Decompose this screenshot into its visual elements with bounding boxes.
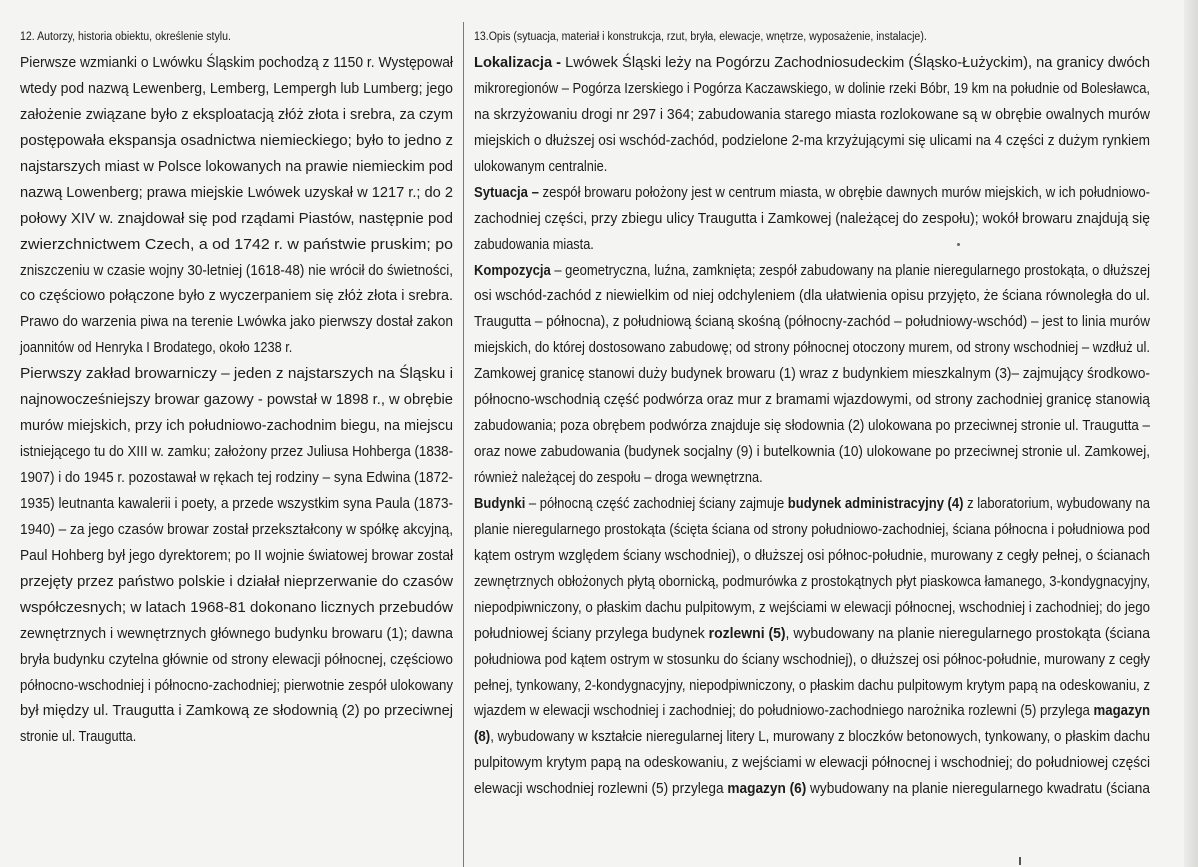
bold-text: Lokalizacja - — [474, 54, 562, 71]
text-span: północno-wschodniej i północno-zachodniej; pierwotnie zespół ulokowany — [20, 676, 454, 694]
text-span: z laboratorium, wybudowany na — [963, 494, 1151, 512]
text-span: murów miejskich, przy ich południowo-zachodnim biegu, na miejscu — [20, 417, 454, 435]
text-line — [20, 465, 453, 491]
text-span: Traugutta – północna), z południową ścianą skośną (północny-zachód – południowy-wschód) – jest to linia murów — [474, 313, 1150, 331]
text-line — [474, 283, 1150, 309]
text-span: Pierwsze wzmianki o Lwówku Śląskim pochodzą z 1150 r. Występował — [20, 54, 453, 71]
section-13-heading: 13.Opis (sytuacja, materiał i konstrukcja, rzut, bryła, elewacje, wnętrze, wyposażenie, instalacje). — [474, 31, 927, 43]
text-line — [474, 361, 1150, 387]
text-span: – północną część zachodniej ściany zajmuje — [525, 494, 788, 512]
bold-text: magazyn — [1093, 702, 1151, 720]
bold-text: Kompozycja — [474, 261, 551, 279]
text-line — [20, 595, 453, 621]
text-line — [474, 154, 607, 180]
text-span: najnowocześniejszy browar gazowy - powstał w 1898 r., w obrębie — [20, 391, 454, 409]
text-span: najstarszych miast w Polsce lokowanych na prawie niemieckim pod — [20, 157, 453, 175]
text-line — [474, 724, 1150, 750]
text-line — [474, 621, 1150, 647]
text-span: zniszczeniu w czasie wojny 30-letniej (1618-48) nie wrócił do świetności, — [20, 261, 453, 279]
text-line — [20, 647, 453, 673]
text-span: 1940) – za jego czasów browar został przekształcony w spółkę akcyjną, — [20, 520, 453, 538]
text-span: , wybudowany w kształcie nieregularnej litery L, murowany z bloczków betonowych, tynkowany, o płaskim dachu — [490, 728, 1151, 746]
text-line — [474, 102, 1150, 128]
text-span: stronie ul. Traugutta. — [20, 728, 137, 746]
text-span: południowej ściany przylega budynek — [474, 624, 709, 642]
text-span: 1907) i do 1945 r. pozostawał w rękach tej rodziny – syna Edwina (1872- — [20, 469, 454, 486]
text-line — [20, 102, 453, 128]
text-line — [474, 465, 763, 491]
text-span: zachodniej części, przy zbiegu ulicy Traugutta i Zamkowej (należącej do zespołu); wokół browaru znajdują się — [474, 209, 1150, 227]
text-span: zabudowania; poza obrębem podwórza znajduje się słodownia (2) ulokowana po przeciwnej stronie ul. Traugutta – — [474, 417, 1150, 435]
scan-mark — [1019, 857, 1021, 865]
text-span: Paul Hohberg był jego dyrektorem; po II wojnie światowej browar został — [20, 546, 454, 564]
bold-text: Sytuacja – — [474, 183, 539, 201]
text-span: połowy XIV w. znajdował się pod rządami Piastów, następnie pod — [20, 209, 454, 227]
description-text — [474, 50, 1150, 802]
text-span: wjazdem w elewacji wschodniej i zachodniej; do południowo-zachodniego narożnika rozlewni (5) przylega — [474, 702, 1094, 720]
text-span: założenie związane było z eksploatacją złóż złota i srebra, za czym — [20, 105, 454, 123]
history-column — [20, 30, 453, 750]
text-span: oraz nowe zabudowania (budynek socjalny (9) i butelkownia (10) ulokowane po przeciwnej stronie ul. Zamkowej, — [474, 443, 1150, 461]
text-line — [474, 50, 1150, 76]
text-span: zabudowania miasta. — [474, 235, 594, 253]
text-span: Prawo do warzenia piwa na terenie Lwówka jako pierwszy dostał zakon — [20, 313, 453, 331]
text-line — [474, 206, 1150, 232]
text-line — [474, 569, 1150, 595]
text-span: joannitów od Henryka I Brodatego, około 1238 r. — [20, 339, 293, 357]
text-line — [474, 232, 594, 258]
text-line — [20, 387, 453, 413]
text-span: był między ul. Traugutta i Zamkową ze słodownią (2) po przeciwnej — [20, 702, 454, 720]
text-line — [474, 698, 1150, 724]
text-line — [20, 517, 453, 543]
text-line — [20, 569, 453, 595]
text-span: ulokowanym centralnie. — [474, 157, 608, 175]
text-line — [474, 180, 1150, 206]
scan-speck — [957, 243, 960, 246]
text-span: kątem ostrym względem ściany wschodniej), o dłuższej osi północ-południe, murowany z cegły pełnej, o ścianach — [474, 546, 1150, 564]
text-line — [20, 724, 136, 750]
scan-edge — [1184, 0, 1198, 867]
text-span: zewnętrznych i wewnętrznych głównego budynku browaru (1); dawna — [20, 624, 453, 642]
text-line — [20, 335, 292, 361]
text-line — [20, 180, 453, 206]
text-span: Pierwszy zakład browarniczy – jeden z najstarszych na Śląsku i — [20, 365, 454, 383]
text-line — [20, 361, 453, 387]
text-line — [474, 543, 1150, 569]
text-line — [474, 491, 1150, 517]
text-span: wtedy pod nazwą Lewenberg, Lemberg, Lempergh lub Lumberg; jego — [20, 79, 453, 97]
text-span: nazwą Lowenberg; prawa miejskie Lwówek uzyskał w 1217 r.; do 2 — [20, 183, 453, 201]
text-span: bryła budynku czytelna głównie od strony elewacji północnej, częściowo — [20, 650, 454, 668]
section-12-heading: 12. Autorzy, historia obiektu, określenie stylu. — [20, 31, 231, 43]
text-line — [20, 413, 453, 439]
text-line — [20, 283, 453, 309]
text-line — [20, 128, 453, 154]
text-line — [474, 413, 1150, 439]
text-span: – geometryczna, luźna, zamknięta; zespół zabudowany na planie nieregularnego prostokąta, o dłuższej — [550, 261, 1151, 279]
bold-text: (8) — [474, 728, 491, 746]
text-span: również należącej do zespołu – droga wewnętrzna. — [474, 469, 763, 486]
text-line — [20, 206, 453, 232]
text-span: Lwówek Śląski leży na Pogórzu Zachodniosudeckim (Śląsko-Łużyckim), na granicy dwóch — [561, 54, 1151, 71]
text-span: wybudowany na planie nieregularnego kwadratu (ściana — [806, 780, 1150, 798]
text-span: na skrzyżowaniu drogi nr 297 i 364; zabudowania starego miasta rozlokowane są w obrębie owalnych murów — [474, 105, 1151, 123]
text-span: osi wschód-zachód z niewielkim od niej odchyleniem (dla ułatwienia opisu przyjęto, że ściana równoległa do ul. — [474, 287, 1151, 305]
text-span: niepodpiwniczony, o płaskim dachu pulpitowym, z wejściami w elewacji północnej, wschodniej i zachodniej; do jego — [474, 598, 1151, 616]
text-line — [20, 491, 453, 517]
text-line — [20, 258, 453, 284]
text-line — [20, 439, 453, 465]
text-line — [474, 309, 1150, 335]
text-line — [20, 154, 453, 180]
text-line — [474, 517, 1150, 543]
text-span: północno-wschodnią część podwórza oraz mur z bramami wjazdowymi, od strony zachodniej granicę stanowią — [474, 391, 1151, 409]
text-line — [474, 258, 1150, 284]
text-span: południowa pod kątem ostrym w stosunku do ściany wschodniej), o dłuższej osi północ-południe, murowany z cegły — [474, 650, 1150, 668]
text-line — [20, 543, 453, 569]
bold-text: magazyn (6) — [727, 780, 807, 798]
text-line — [474, 673, 1150, 699]
text-span: Zamkowej granicę stanowi duży budynek browaru (1) wraz z budynkiem mieszkalnym (3)– zajmujący środkowo- — [474, 365, 1150, 383]
bold-text: rozlewni (5) — [708, 624, 786, 642]
text-span: postępowała ekspansja osadnictwa niemieckiego; było to jedno z — [20, 131, 454, 149]
text-span: planie nieregularnego prostokąta (ścięta ściana od strony południowo-zachodniej, ściana północna i południowa pod — [474, 520, 1150, 538]
text-line — [20, 50, 453, 76]
description-column — [474, 30, 1150, 802]
text-span: współczesnych; w latach 1968-81 dokonano licznych przebudów — [20, 598, 453, 616]
text-line — [20, 232, 453, 258]
bold-text: budynek administracyjny (4) — [787, 494, 964, 512]
text-span: miejskich o dłuższej osi wschód-zachód, podzielone 2-ma krzyżującymi się ulicami na 4 części z dużym rynkiem — [474, 131, 1151, 149]
text-line — [20, 309, 453, 335]
text-line — [474, 128, 1150, 154]
text-span: elewacji wschodniej rozlewni (5) przylega — [474, 780, 728, 798]
text-line — [20, 698, 453, 724]
text-line — [20, 76, 453, 102]
text-line — [474, 750, 1150, 776]
text-span: , wybudowany na planie nieregularnego prostokąta (ściana — [785, 624, 1150, 642]
bold-text: Budynki — [474, 494, 526, 512]
text-line — [474, 335, 1150, 361]
history-text — [20, 50, 453, 750]
text-span: zewnętrznych obłożonych płytą obornicką, podmurówka z prostokątnych płyt piaskowca łamanego, 3-kondygnacyjny, — [474, 572, 1150, 590]
text-line — [474, 76, 1150, 102]
text-line — [474, 387, 1150, 413]
text-span: istniejącego tu do XIII w. zamku; założony przez Juliusa Hohberga (1838- — [20, 443, 454, 461]
text-span: zwierzchnictwem Czech, a od 1742 r. w państwie pruskim; po — [20, 235, 454, 253]
text-line — [20, 673, 453, 699]
text-span: co częściowo połączone było z wyczerpaniem się złóż złota i srebra. — [20, 287, 453, 305]
column-divider — [463, 22, 464, 867]
text-span: pulpitowym krytym papą na odeskowaniu, z wejściami w elewacji północnej i wschodniej; do południowej części — [474, 754, 1150, 772]
text-line — [474, 776, 1150, 802]
text-line — [20, 621, 453, 647]
text-span: pełnej, tynkowany, 2-kondygnacyjny, niepodpiwniczony, o płaskim dachu pulpitowym krytym papą na odeskowaniu, z — [474, 676, 1151, 694]
text-span: miejskich, do której dostosowano zabudowę; od strony północnej otoczony murem, od strony wschodniej – wzdłuż ul. — [474, 339, 1151, 357]
text-span: 1935) leutnanta kawalerii i poety, a przede wszystkim syna Paula (1873- — [20, 494, 454, 512]
text-line — [474, 595, 1150, 621]
text-span: przejęty przez państwo polskie i działał nieprzerwanie do czasów — [20, 572, 453, 590]
text-line — [474, 647, 1150, 673]
text-span: zespół browaru położony jest w centrum miasta, w obrębie dawnych murów miejskich, w ich południowo- — [538, 183, 1151, 201]
text-line — [474, 439, 1150, 465]
text-span: mikroregionów – Pogórza Izerskiego i Pogórza Kaczawskiego, w dolinie rzeki Bóbr, 19 km na południe od Bolesławca, — [474, 79, 1151, 97]
